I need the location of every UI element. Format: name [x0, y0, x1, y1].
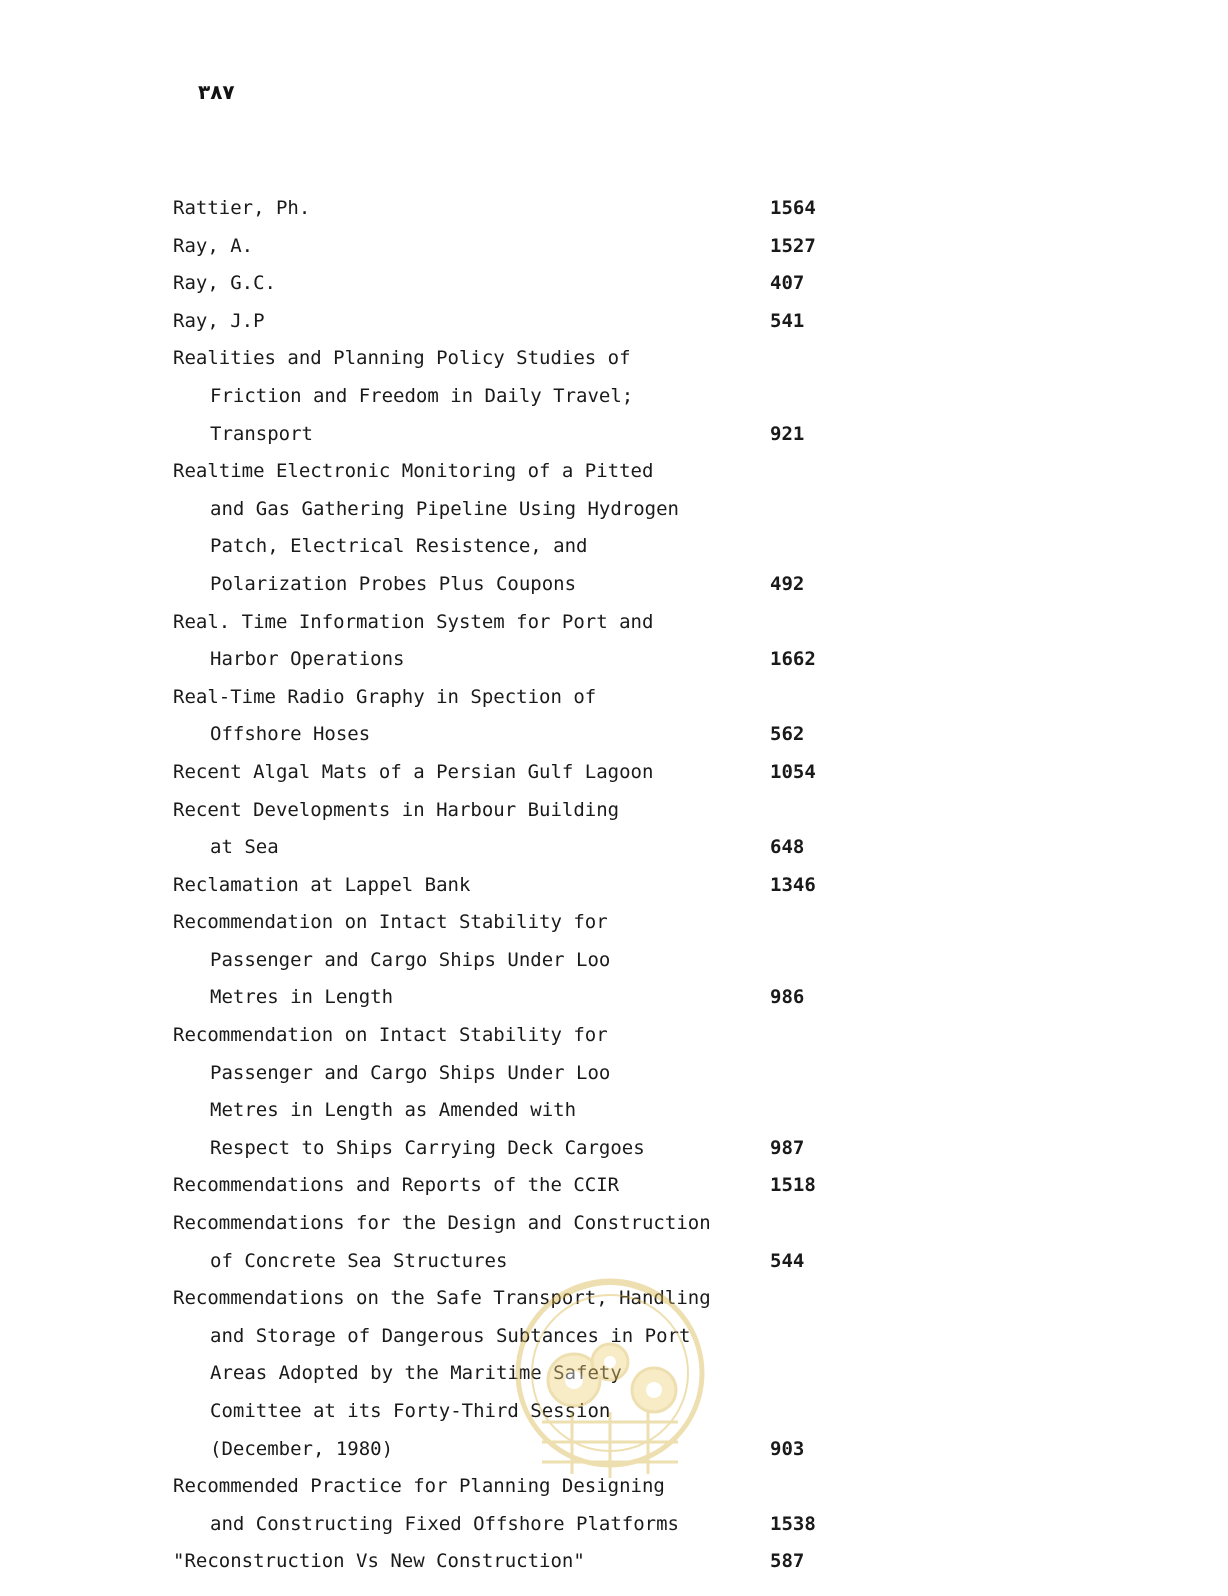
- entry-title: Real-Time Radio Graphy in Spection of: [173, 685, 597, 708]
- page-number: ۳۸۷: [198, 80, 235, 104]
- entry-title: Recommendation on Intact Stability for: [173, 1024, 608, 1047]
- index-entry-continuation: [0, 716, 1228, 754]
- index-entry-continuation: [0, 1355, 1228, 1393]
- entry-title: Realities and Planning Policy Studies of: [173, 347, 631, 370]
- index-entry: [0, 453, 1228, 491]
- entry-title: and Constructing Fixed Offshore Platforms: [210, 1512, 679, 1535]
- entry-title: Recommendation on Intact Stability for: [173, 911, 608, 934]
- index-entry: [0, 1205, 1228, 1243]
- entry-title: (December, 1980): [210, 1437, 394, 1460]
- entry-page-number: 562: [770, 723, 805, 746]
- entry-page-number: 921: [770, 422, 805, 445]
- index-entry: [0, 303, 1228, 341]
- entry-title: and Storage of Dangerous Subtances in Port: [210, 1324, 691, 1347]
- index-list: [0, 190, 1228, 1581]
- entry-page-number: 1538: [770, 1512, 816, 1535]
- entry-title: Recent Developments in Harbour Building: [173, 798, 620, 821]
- index-entry: [0, 754, 1228, 792]
- index-entry-continuation: [0, 1431, 1228, 1469]
- index-entry: [0, 228, 1228, 266]
- index-entry-continuation: [0, 1130, 1228, 1168]
- entry-page-number: 903: [770, 1437, 805, 1460]
- entry-title: "Reconstruction Vs New Construction": [173, 1550, 585, 1573]
- index-entry-continuation: [0, 566, 1228, 604]
- entry-title: Comittee at its Forty-Third Session: [210, 1400, 611, 1422]
- entry-title: Rattier, Ph.: [173, 197, 311, 219]
- index-entry: [0, 1167, 1228, 1205]
- entry-page-number: 1054: [770, 760, 816, 783]
- index-entry-continuation: [0, 1506, 1228, 1544]
- entry-page-number: 1527: [770, 234, 816, 257]
- entry-page-number: 407: [770, 272, 805, 295]
- index-entry-continuation: [0, 416, 1228, 454]
- index-entry-continuation: [0, 1092, 1228, 1130]
- index-entry: [0, 1280, 1228, 1318]
- index-entry-continuation: [0, 1393, 1228, 1431]
- index-entry: [0, 265, 1228, 303]
- entry-title: Harbor Operations: [210, 648, 405, 671]
- entry-title: Real. Time Information System for Port and: [173, 610, 654, 633]
- entry-page-number: 1662: [770, 648, 816, 671]
- entry-title: Metres in Length: [210, 986, 394, 1009]
- entry-title: Reclamation at Lappel Bank: [173, 873, 471, 896]
- entry-page-number: 1564: [770, 197, 816, 219]
- index-entry: [0, 679, 1228, 717]
- entry-title: Respect to Ships Carrying Deck Cargoes: [210, 1136, 645, 1159]
- index-entry: [0, 604, 1228, 642]
- entry-title: Polarization Probes Plus Coupons: [210, 572, 577, 595]
- entry-title: Passenger and Cargo Ships Under Loo: [210, 1061, 611, 1084]
- entry-title: Recommendations for the Design and Construction: [173, 1212, 711, 1235]
- index-entry-continuation: [0, 829, 1228, 867]
- index-entry-continuation: [0, 641, 1228, 679]
- entry-page-number: 648: [770, 836, 805, 859]
- index-entry: [0, 867, 1228, 905]
- entry-page-number: 986: [770, 986, 805, 1009]
- entry-page-number: 1346: [770, 873, 816, 896]
- entry-title: Metres in Length as Amended with: [210, 1099, 577, 1122]
- entry-title: Offshore Hoses: [210, 723, 371, 746]
- entry-title: Ray, A.: [173, 234, 254, 257]
- index-entry: [0, 1468, 1228, 1506]
- index-entry-continuation: [0, 1055, 1228, 1093]
- entry-page-number: 544: [770, 1249, 805, 1272]
- index-entry: [0, 190, 1228, 228]
- entry-title: Patch, Electrical Resistence, and: [210, 535, 588, 558]
- entry-title: Friction and Freedom in Daily Travel;: [210, 384, 634, 407]
- index-entry: [0, 904, 1228, 942]
- entry-title: Ray, J.P: [173, 309, 265, 332]
- entry-title: Realtime Electronic Monitoring of a Pitted: [173, 460, 654, 483]
- entry-title: and Gas Gathering Pipeline Using Hydrogen: [210, 497, 679, 520]
- index-entry-continuation: [0, 1318, 1228, 1356]
- index-entry: [0, 1017, 1228, 1055]
- index-entry: [0, 792, 1228, 830]
- index-entry: [0, 340, 1228, 378]
- index-entry-continuation: [0, 491, 1228, 529]
- index-entry-continuation: [0, 942, 1228, 980]
- entry-title: Recommendations and Reports of the CCIR: [173, 1174, 620, 1197]
- index-entry-continuation: [0, 979, 1228, 1017]
- entry-page-number: 1518: [770, 1174, 816, 1197]
- entry-page-number: 987: [770, 1136, 805, 1159]
- entry-title: Recent Algal Mats of a Persian Gulf Lagoon: [173, 760, 654, 783]
- index-entry: [0, 1543, 1228, 1581]
- entry-title: Areas Adopted by the Maritime Safety: [210, 1362, 622, 1385]
- entry-title: Recommendations on the Safe Transport, Handling: [173, 1287, 711, 1310]
- index-entry-continuation: [0, 378, 1228, 416]
- entry-title: of Concrete Sea Structures: [210, 1249, 508, 1272]
- index-entry-continuation: [0, 528, 1228, 566]
- entry-page-number: 587: [770, 1550, 805, 1573]
- index-entry-continuation: [0, 1243, 1228, 1281]
- entry-title: Transport: [210, 422, 313, 445]
- entry-title: at Sea: [210, 836, 279, 859]
- entry-title: Recommended Practice for Planning Designing: [173, 1475, 665, 1498]
- entry-title: Ray, G.C.: [173, 272, 276, 295]
- entry-title: Passenger and Cargo Ships Under Loo: [210, 948, 611, 971]
- entry-page-number: 492: [770, 572, 805, 595]
- entry-page-number: 541: [770, 309, 805, 332]
